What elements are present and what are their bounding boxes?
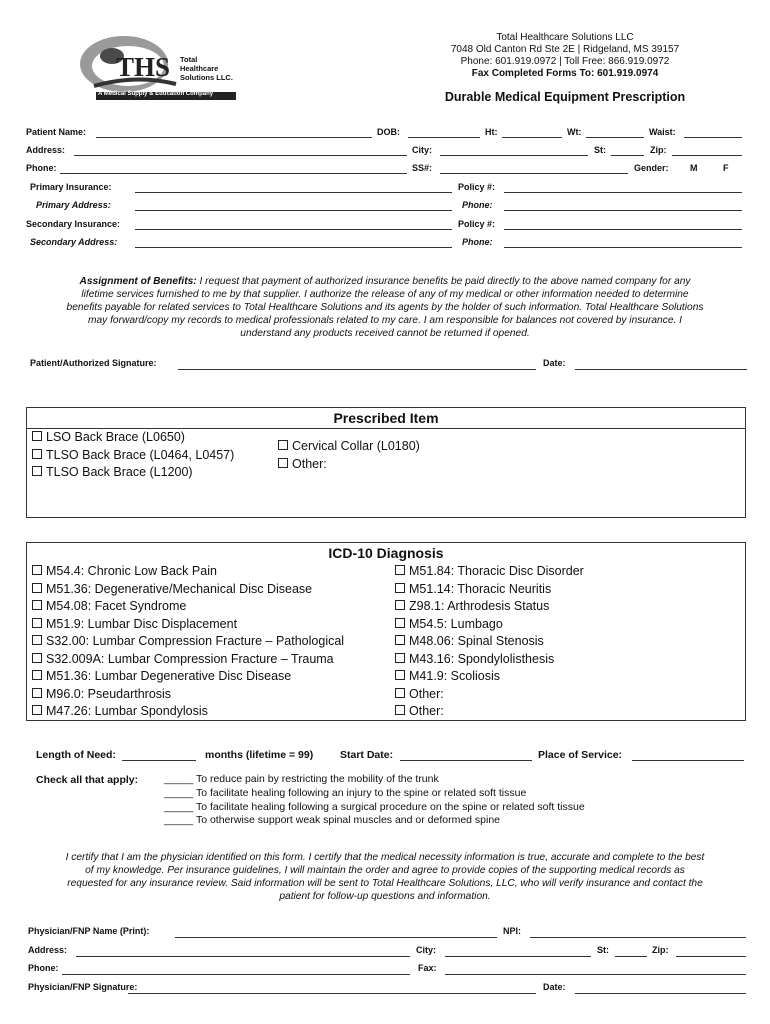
physician-signature-field[interactable] (128, 993, 536, 994)
medical-necessity-list (164, 773, 585, 828)
state-label: St: (594, 145, 606, 155)
physician-state-label: St: (597, 945, 609, 955)
phone2-field[interactable] (504, 247, 742, 248)
physician-date-label: Date: (543, 982, 566, 992)
npi-label: NPI: (503, 926, 521, 936)
icd10-left-list (32, 563, 344, 721)
logo-line3: Solutions LLC. (180, 73, 233, 82)
necessity-option[interactable]: _____ To otherwise support weak spinal muscles and or deformed spine (164, 814, 501, 827)
start-date-label: Start Date: (340, 749, 394, 761)
checkbox-m51-9[interactable]: M51.9: Lumbar Disc Displacement (32, 616, 344, 634)
policy2-label: Policy #: (458, 219, 496, 229)
necessity-option[interactable]: _____ To reduce pain by restricting the mobility of the trunk (164, 773, 439, 785)
physician-zip-label: Zip: (652, 945, 669, 955)
phone-label: Phone: (26, 163, 57, 173)
place-of-service-field[interactable] (632, 760, 744, 761)
length-of-need-label: Length of Need: (36, 749, 116, 761)
primary-address-field[interactable] (135, 210, 452, 211)
checkbox-m41-9[interactable]: M41.9: Scoliosis (395, 668, 584, 686)
necessity-option[interactable]: _____ To facilitate healing following a surgical procedure on the spine or related soft tissue (164, 800, 585, 813)
company-logo (76, 34, 246, 100)
assignment-line4: may forward/copy my records to medical professionals related to my care. I am responsible for balances not covered by insurance. I (88, 315, 682, 326)
physician-phone-label: Phone: (28, 963, 59, 973)
place-of-service-label: Place of Service: (538, 749, 623, 761)
physician-address-label: Address: (28, 945, 68, 955)
policy2-field[interactable] (504, 229, 742, 230)
gender-label: Gender: (634, 163, 669, 173)
physician-name-field[interactable] (175, 937, 497, 938)
checkbox-m54-08[interactable]: M54.08: Facet Syndrome (32, 598, 344, 616)
prescribed-right-list (278, 438, 420, 473)
checkbox-m54-4[interactable]: M54.4: Chronic Low Back Pain (32, 563, 344, 581)
physician-date-field[interactable] (575, 993, 746, 994)
certify-line4: patient for follow-up questions and information. (279, 891, 491, 902)
primary-address-label: Primary Address: (36, 200, 111, 210)
weight-label: Wt: (567, 127, 582, 137)
prescribed-left-list (32, 429, 234, 482)
patient-signature-field[interactable] (178, 369, 536, 370)
assignment-paragraph (24, 275, 746, 340)
physician-phone-field[interactable] (62, 974, 410, 975)
checkbox-icd-other-2[interactable]: Other: (395, 703, 584, 721)
waist-label: Waist: (649, 127, 676, 137)
logo-line2: Healthcare (180, 64, 219, 73)
zip-label: Zip: (650, 145, 667, 155)
company-name: Total Healthcare Solutions LLC (496, 32, 634, 43)
physician-city-field[interactable] (445, 956, 591, 957)
secondary-insurance-label: Secondary Insurance: (26, 219, 121, 229)
start-date-field[interactable] (400, 760, 532, 761)
certify-line3: requested for any insurance review. Said information will be sent to Total Healthcare Solutions, LLC, who will verify insurance and contact the (67, 878, 703, 889)
checkbox-tlso-l1200[interactable]: TLSO Back Brace (L1200) (32, 464, 234, 482)
secondary-address-label: Secondary Address: (30, 237, 118, 247)
assignment-line3: benefits payable for related services to Total Healthcare Solutions and its agents by the holder of such information. Total Healthcare Solutions (66, 302, 704, 313)
physician-fax-field[interactable] (445, 974, 746, 975)
address-field[interactable] (74, 155, 407, 156)
checkbox-m96-0[interactable]: M96.0: Pseudarthrosis (32, 686, 344, 704)
primary-insurance-label: Primary Insurance: (30, 182, 112, 192)
policy1-label: Policy #: (458, 182, 496, 192)
assignment-line5: understand any products received cannot be returned if opened. (240, 328, 530, 339)
prescribed-item-box (26, 407, 746, 518)
dob-label: DOB: (377, 127, 400, 137)
ss-label: SS#: (412, 163, 433, 173)
icd10-title: ICD-10 Diagnosis (328, 545, 444, 561)
city-label: City: (412, 145, 432, 155)
height-label: Ht: (485, 127, 498, 137)
physician-city-label: City: (416, 945, 436, 955)
physician-zip-field[interactable] (676, 956, 746, 957)
physician-address-field[interactable] (76, 956, 410, 957)
checkbox-s32-009a[interactable]: S32.009A: Lumbar Compression Fracture – Trauma (32, 651, 344, 669)
phone-field[interactable] (60, 173, 407, 174)
icd10-right-list (395, 563, 584, 721)
company-phone: Phone: 601.919.0972 | Toll Free: 866.919.0972 (460, 56, 670, 67)
checkbox-lso-l0650[interactable]: LSO Back Brace (L0650) (32, 429, 234, 447)
physician-state-field[interactable] (615, 956, 647, 957)
company-fax: Fax Completed Forms To: 601.919.0974 (471, 68, 659, 79)
physician-fax-label: Fax: (418, 963, 437, 973)
checkbox-tlso-l0464[interactable]: TLSO Back Brace (L0464, L0457) (32, 447, 234, 465)
patient-signature-label: Patient/Authorized Signature: (30, 358, 157, 368)
zip-field[interactable] (672, 155, 742, 156)
checkbox-m51-36-degenerative[interactable]: M51.36: Degenerative/Mechanical Disc Disease (32, 581, 344, 599)
checkbox-m47-26[interactable]: M47.26: Lumbar Spondylosis (32, 703, 344, 721)
city-field[interactable] (440, 155, 588, 156)
prescribed-item-title: Prescribed Item (333, 410, 439, 426)
certify-line1: I certify that I am the physician identified on this form. I certify that the medical necessity information is true, accurate and complete to the best (65, 852, 705, 863)
checkbox-cervical-collar[interactable]: Cervical Collar (L0180) (278, 438, 420, 456)
logo-tagline: A Medical Supply & Education Company (98, 91, 214, 97)
patient-date-label: Date: (543, 358, 566, 368)
weight-field[interactable] (586, 137, 644, 138)
patient-date-field[interactable] (575, 369, 747, 370)
patient-name-label: Patient Name: (26, 127, 87, 137)
waist-field[interactable] (684, 137, 742, 138)
certify-line2: of my knowledge. Per insurance guidelines, I will maintain the order and agree to provide copies of the supporting medical records as (85, 865, 685, 876)
dob-field[interactable] (408, 137, 480, 138)
phone1-label: Phone: (462, 200, 493, 210)
secondary-address-field[interactable] (135, 247, 452, 248)
check-all-label: Check all that apply: (36, 774, 139, 786)
checkbox-s32-00[interactable]: S32.00: Lumbar Compression Fracture – Pathological (32, 633, 344, 651)
checkbox-m54-5[interactable]: M54.5: Lumbago (395, 616, 584, 634)
assignment-line2: lifetime services furnished to me by that supplier. I authorize the release of any of my medical or other information needed to determine (81, 289, 689, 300)
logo-letters: THS (116, 52, 171, 82)
months-label: months (lifetime = 99) (205, 749, 314, 761)
physician-name-label: Physician/FNP Name (Print): (28, 926, 150, 936)
necessity-option[interactable]: _____ To facilitate healing following an injury to the spine or related soft tissue (164, 786, 527, 799)
checkbox-m43-16[interactable]: M43.16: Spondylolisthesis (395, 651, 584, 669)
gender-m-option[interactable]: M (690, 163, 698, 173)
company-address: 7048 Old Canton Rd Ste 2E | Ridgeland, MS 39157 (450, 44, 680, 55)
npi-field[interactable] (530, 937, 746, 938)
primary-insurance-field[interactable] (135, 192, 452, 193)
checkbox-z98-1[interactable]: Z98.1: Arthrodesis Status (395, 598, 584, 616)
phone1-field[interactable] (504, 210, 742, 211)
policy1-field[interactable] (504, 192, 742, 193)
assignment-line1: I request that payment of authorized insurance benefits be paid directly to the above named company for any (196, 276, 691, 287)
gender-f-option[interactable]: F (723, 163, 729, 173)
length-of-need-field[interactable] (122, 760, 196, 761)
logo-line1: Total (180, 55, 198, 64)
secondary-insurance-field[interactable] (135, 229, 452, 230)
checkbox-m51-36-lumbar[interactable]: M51.36: Lumbar Degenerative Disc Disease (32, 668, 344, 686)
phone2-label: Phone: (462, 237, 493, 247)
checkbox-icd-other-1[interactable]: Other: (395, 686, 584, 704)
assignment-heading: Assignment of Benefits: (79, 276, 197, 287)
patient-name-field[interactable] (96, 137, 372, 138)
icd10-box (26, 542, 746, 721)
state-field[interactable] (611, 155, 644, 156)
address-label: Address: (26, 145, 66, 155)
checkbox-m48-06[interactable]: M48.06: Spinal Stenosis (395, 633, 584, 651)
height-field[interactable] (502, 137, 562, 138)
checkbox-prescribed-other[interactable]: Other: (278, 456, 420, 474)
checkbox-m51-14[interactable]: M51.14: Thoracic Neuritis (395, 581, 584, 599)
physician-signature-label: Physician/FNP Signature: (28, 982, 138, 992)
checkbox-m51-84[interactable]: M51.84: Thoracic Disc Disorder (395, 563, 584, 581)
certify-paragraph (24, 851, 746, 903)
ss-field[interactable] (440, 173, 628, 174)
form-title: Durable Medical Equipment Prescription (444, 90, 686, 104)
